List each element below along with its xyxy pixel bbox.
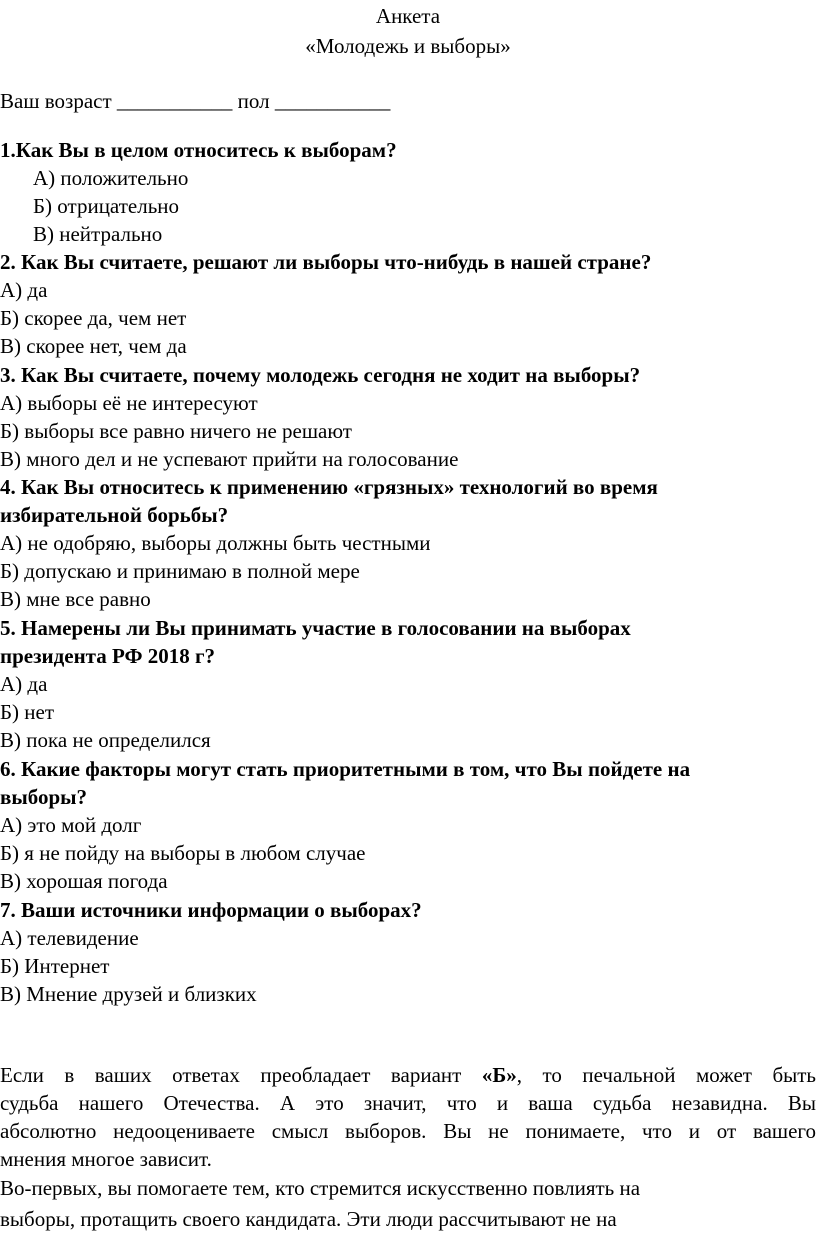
question-5-option-b[interactable]: Б) нет <box>0 700 55 724</box>
conclusion-p1-line-4: мнения многое зависит. <box>0 1147 212 1171</box>
conclusion-p1-line-1 <box>0 1061 816 1089</box>
question-5-title-line-2: президента РФ 2018 г? <box>0 644 216 668</box>
question-3-option-a[interactable]: А) выборы её не интересуют <box>0 391 258 415</box>
question-4-title-line-2: избирательной борьбы? <box>0 503 229 527</box>
conclusion-p1-line-2: судьба нашего Отечества. А это значит, что и ваша судьба незавидна. Вы <box>0 1091 816 1115</box>
question-4-title-line-1: 4. Как Вы относитесь к применению «грязных» технологий во время <box>0 475 658 499</box>
question-6-option-c[interactable]: В) хорошая погода <box>0 869 168 893</box>
question-4-option-c[interactable]: В) мне все равно <box>0 587 151 611</box>
conclusion-p2-line-1: Во-первых, вы помогаете тем, кто стремится искусственно повлиять на <box>0 1176 641 1200</box>
conclusion-text: Если в ваших ответах преобладает вариант <box>0 1063 462 1087</box>
question-3-option-c[interactable]: В) много дел и не успевают прийти на голосование <box>0 447 459 471</box>
question-4-option-b[interactable]: Б) допускаю и принимаю в полной мере <box>0 559 360 583</box>
question-6-title-line-1: 6. Какие факторы могут стать приоритетными в том, что Вы пойдете на <box>0 757 691 781</box>
conclusion-p2-line-2: выборы, протащить своего кандидата. Эти люди рассчитывают не на <box>0 1207 617 1231</box>
answer-variant-b: «Б» <box>481 1063 517 1087</box>
conclusion-text: , то печальной может быть <box>516 1063 816 1087</box>
question-2-title: 2. Как Вы считаете, решают ли выборы что-нибудь в нашей стране? <box>0 250 652 274</box>
question-5-option-a[interactable]: А) да <box>0 672 48 696</box>
question-7-option-b[interactable]: Б) Интернет <box>0 954 110 978</box>
question-3-title: 3. Как Вы считаете, почему молодежь сегодня не ходит на выборы? <box>0 363 641 387</box>
page-title: Анкета <box>375 4 441 28</box>
question-7-option-c[interactable]: В) Мнение друзей и близких <box>0 982 257 1006</box>
question-6-option-a[interactable]: А) это мой долг <box>0 813 142 837</box>
question-1-option-a[interactable]: А) положительно <box>33 166 189 190</box>
question-2-option-c[interactable]: В) скорее нет, чем да <box>0 334 187 358</box>
question-6-option-b[interactable]: Б) я не пойду на выборы в любом случае <box>0 841 366 865</box>
question-3-option-b[interactable]: Б) выборы все равно ничего не решают <box>0 419 352 443</box>
age-label: Ваш возраст <box>0 89 112 113</box>
question-5-title-line-1: 5. Намерены ли Вы принимать участие в голосовании на выборах <box>0 616 631 640</box>
page-subtitle: «Молодежь и выборы» <box>305 34 511 58</box>
question-4-option-a[interactable]: А) не одобряю, выборы должны быть честными <box>0 531 431 555</box>
question-7-option-a[interactable]: А) телевидение <box>0 926 139 950</box>
age-field[interactable]: ___________ <box>116 89 233 113</box>
respondent-fields <box>0 87 390 115</box>
sex-label: пол <box>237 89 270 113</box>
conclusion-p1-line-3: абсолютно недооцениваете смысл выборов. Вы не понимаете, что и от вашего <box>0 1119 816 1143</box>
question-1-option-b[interactable]: Б) отрицательно <box>33 194 180 218</box>
question-6-title-line-2: выборы? <box>0 785 88 809</box>
question-1-option-c[interactable]: В) нейтрально <box>33 222 163 246</box>
question-1-title: 1.Как Вы в целом относитесь к выборам? <box>0 138 397 162</box>
question-2-option-a[interactable]: А) да <box>0 278 48 302</box>
question-7-title: 7. Ваши источники информации о выборах? <box>0 898 422 922</box>
question-2-option-b[interactable]: Б) скорее да, чем нет <box>0 306 187 330</box>
question-5-option-c[interactable]: В) пока не определился <box>0 728 211 752</box>
sex-field[interactable]: ___________ <box>274 89 391 113</box>
